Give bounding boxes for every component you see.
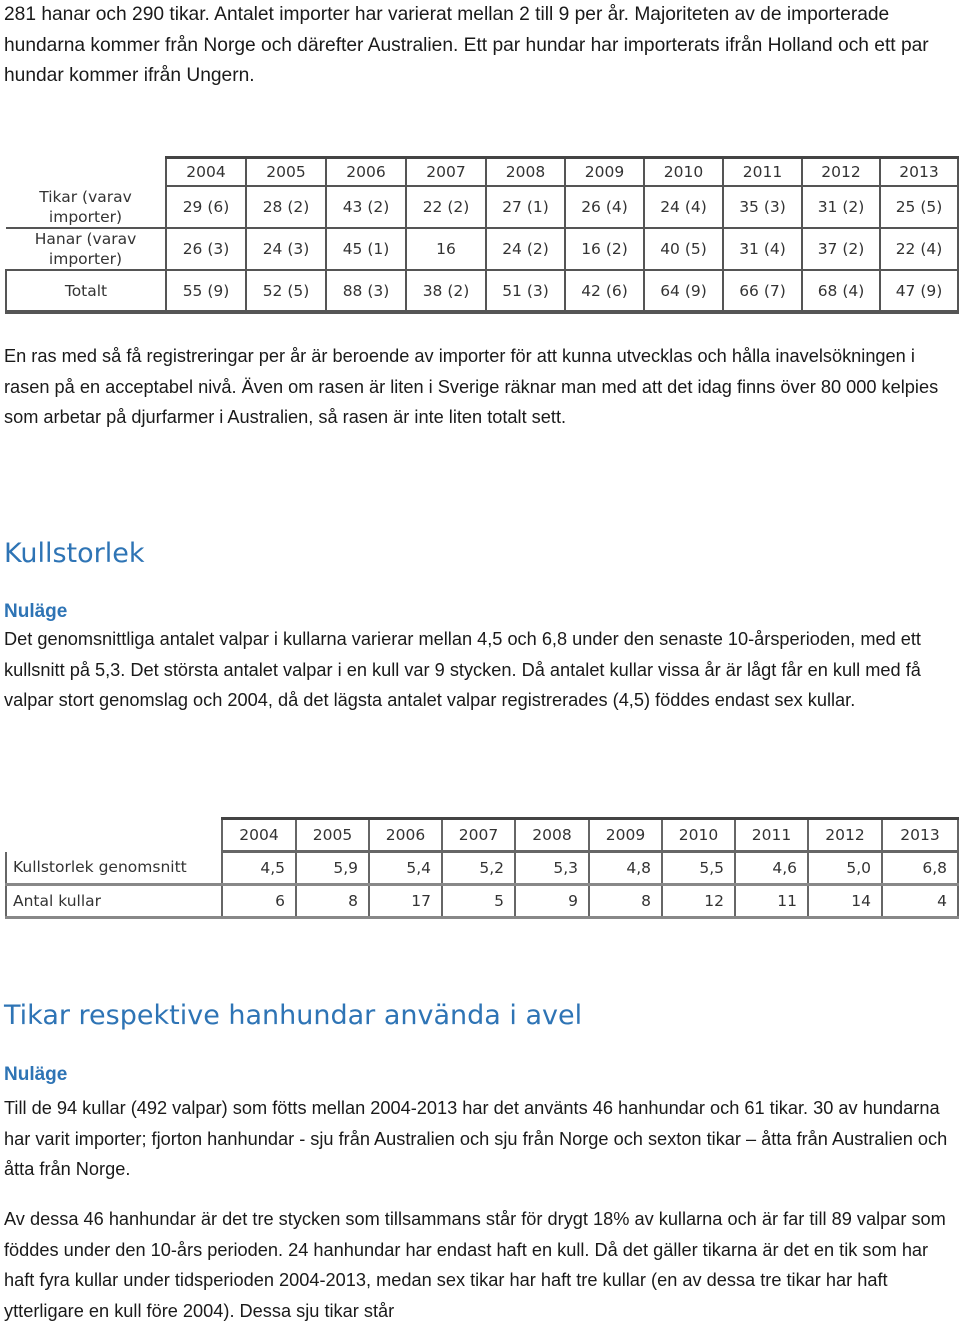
table2-cell: 5,9 xyxy=(296,852,369,885)
table2-cell: 14 xyxy=(808,885,882,918)
table1-cell: 42 (6) xyxy=(565,270,644,312)
table1-row-label: Hanar (varav importer) xyxy=(6,228,166,270)
table1-cell: 37 (2) xyxy=(802,228,880,270)
table1-cell: 35 (3) xyxy=(723,186,802,228)
table2-year: 2013 xyxy=(882,819,958,852)
table2-cell: 5,3 xyxy=(515,852,589,885)
table1-cell: 66 (7) xyxy=(723,270,802,312)
intro-paragraph: 281 hanar och 290 tikar. Antalet importer har varierat mellan 2 till 9 per år. Majoriteten av de importerade hundarna kommer från Norge och därefter Australien. Ett par hundar har importerats ifrån Holland och ett par hundar kommer ifrån Ungern. xyxy=(4,4,929,86)
table2-cell: 17 xyxy=(369,885,442,918)
table2-cell: 5,4 xyxy=(369,852,442,885)
table2-row-kullstorlek xyxy=(6,852,958,885)
heading-kullstorlek: Kullstorlek xyxy=(4,538,145,569)
table1-row-label: Totalt xyxy=(6,270,166,312)
table2-cell: 9 xyxy=(515,885,589,918)
table2-year: 2006 xyxy=(369,819,442,852)
table1-year: 2013 xyxy=(880,158,958,187)
import-paragraph: En ras med så få registreringar per år är beroende av importer för att kunna utvecklas och hålla inavelsökningen i rasen på en acceptabel nivå. Även om rasen är liten i Sverige räknar man med att det idag finns över 80 000 kelpies som arbetar på djurfarmer i Australien, så rasen är inte liten totalt sett. xyxy=(4,346,939,428)
table1-year: 2012 xyxy=(802,158,880,187)
table2-year: 2012 xyxy=(808,819,882,852)
table1-cell: 16 xyxy=(406,228,486,270)
table1-cell: 52 (5) xyxy=(246,270,326,312)
table1-cell: 27 (1) xyxy=(486,186,565,228)
avel-paragraph-1: Till de 94 kullar (492 valpar) som fötts mellan 2004-2013 har det använts 46 hanhundar och 61 tikar. 30 av hundarna har varit importer; fjorton hanhundar - sju från Australien och sju från Norge och sexton tikar – åtta från Australien och åtta från Norge. xyxy=(4,1098,948,1180)
table2-cell: 5,0 xyxy=(808,852,882,885)
kullstorlek-paragraph: Det genomsnittliga antalet valpar i kullarna varierar mellan 4,5 och 6,8 under den senaste 10-årsperioden, med ett kullsnitt på 5,3. Det största antalet valpar i en kull var 9 stycken. Då antalet kullar vissa år är lågt får en kull med få valpar stort genomslag och 2004, då det lägsta antalet valpar registrerades (4,5) föddes endast sex kullar. xyxy=(4,629,921,711)
table1-year: 2008 xyxy=(486,158,565,187)
table2-cell: 5 xyxy=(442,885,515,918)
table1-cell: 22 (4) xyxy=(880,228,958,270)
table2-year: 2004 xyxy=(222,819,296,852)
table1-cell: 24 (2) xyxy=(486,228,565,270)
table2-year: 2008 xyxy=(515,819,589,852)
table2-cell: 8 xyxy=(296,885,369,918)
table1-year: 2010 xyxy=(644,158,723,187)
table1-row-label: Tikar (varav importer) xyxy=(6,186,166,228)
table1-cell: 51 (3) xyxy=(486,270,565,312)
table2-cell: 5,5 xyxy=(662,852,735,885)
table1-cell: 31 (4) xyxy=(723,228,802,270)
registrations-table xyxy=(5,156,959,314)
table1-header-row xyxy=(6,158,958,187)
table1-cell: 25 (5) xyxy=(880,186,958,228)
table2-corner xyxy=(6,819,222,852)
table1-cell: 24 (4) xyxy=(644,186,723,228)
table1-year: 2007 xyxy=(406,158,486,187)
table1-year: 2004 xyxy=(166,158,246,187)
table1-row-totalt xyxy=(6,270,958,312)
table1-year: 2011 xyxy=(723,158,802,187)
table1-cell: 29 (6) xyxy=(166,186,246,228)
table1-cell: 88 (3) xyxy=(326,270,406,312)
table2-year: 2011 xyxy=(735,819,808,852)
table2-cell: 4,8 xyxy=(589,852,662,885)
table1-corner xyxy=(6,158,166,187)
table1-cell: 40 (5) xyxy=(644,228,723,270)
table1-cell: 26 (3) xyxy=(166,228,246,270)
table2-cell: 12 xyxy=(662,885,735,918)
subheading-nulage: Nuläge xyxy=(4,601,68,622)
table2-cell: 6,8 xyxy=(882,852,958,885)
subheading-nulage: Nuläge xyxy=(4,1064,68,1085)
litter-size-table xyxy=(5,817,959,919)
table1-cell: 28 (2) xyxy=(246,186,326,228)
table2-row-label: Antal kullar xyxy=(6,885,222,918)
table1-cell: 26 (4) xyxy=(565,186,644,228)
table1-cell: 43 (2) xyxy=(326,186,406,228)
table2-year: 2007 xyxy=(442,819,515,852)
table1-cell: 55 (9) xyxy=(166,270,246,312)
table1-year: 2006 xyxy=(326,158,406,187)
table1-cell: 47 (9) xyxy=(880,270,958,312)
table2-cell: 4 xyxy=(882,885,958,918)
table1-cell: 16 (2) xyxy=(565,228,644,270)
table2-year: 2009 xyxy=(589,819,662,852)
table1-cell: 64 (9) xyxy=(644,270,723,312)
table2-cell: 4,5 xyxy=(222,852,296,885)
table2-year: 2005 xyxy=(296,819,369,852)
avel-paragraph-2: Av dessa 46 hanhundar är det tre stycken som tillsammans står för drygt 18% av kullarna och är far till 89 valpar som föddes under den 10-års perioden. 24 hanhundar har endast haft en kull. Då det gäller tikarna är det en tik som har haft fyra kullar under tidsperioden 2004-2013, medan sex tikar har haft tre kullar (en av dessa tre tikar har haft ytterligare en kull före 2004). Dessa sju tikar står xyxy=(4,1209,946,1321)
table1-year: 2009 xyxy=(565,158,644,187)
table1-row-hanar xyxy=(6,228,958,270)
table2-header-row xyxy=(6,819,958,852)
table2-row-antal-kullar xyxy=(6,885,958,918)
table1-cell: 24 (3) xyxy=(246,228,326,270)
heading-tikar-hanhundar: Tikar respektive hanhundar använda i avel xyxy=(4,1000,583,1031)
table2-cell: 11 xyxy=(735,885,808,918)
table1-cell: 22 (2) xyxy=(406,186,486,228)
table1-cell: 68 (4) xyxy=(802,270,880,312)
table1-cell: 38 (2) xyxy=(406,270,486,312)
table2-cell: 6 xyxy=(222,885,296,918)
table2-cell: 8 xyxy=(589,885,662,918)
table2-cell: 4,6 xyxy=(735,852,808,885)
table1-cell: 31 (2) xyxy=(802,186,880,228)
table1-cell: 45 (1) xyxy=(326,228,406,270)
table1-year: 2005 xyxy=(246,158,326,187)
table2-year: 2010 xyxy=(662,819,735,852)
table1-row-tikar xyxy=(6,186,958,228)
table2-cell: 5,2 xyxy=(442,852,515,885)
table2-row-label: Kullstorlek genomsnitt xyxy=(6,852,222,885)
